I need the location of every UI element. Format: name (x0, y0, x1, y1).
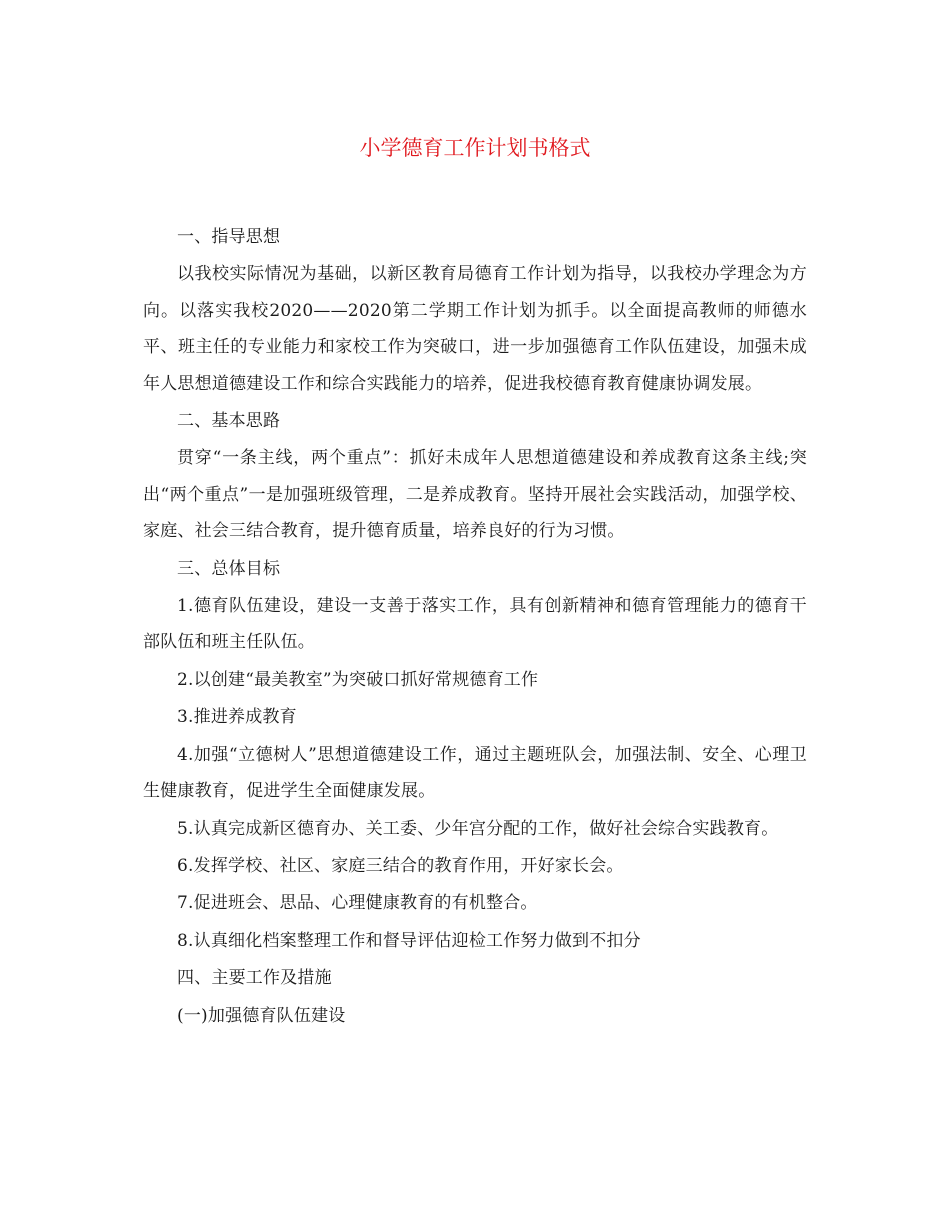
goal-item-6: 6.发挥学校、社区、家庭三结合的教育作用，开好家长会。 (177, 855, 624, 876)
heading-main-work: 四、主要工作及措施 (177, 968, 332, 989)
document-title: 小学德育工作计划书格式 (359, 136, 591, 160)
goal-item-1: 1.德育队伍建设，建设一支善于落实工作，具有创新精神和德育管理能力的德育干部队伍和班主任队伍。 (143, 596, 807, 653)
heading-overall-goals: 三、总体目标 (177, 558, 281, 579)
paragraph-guiding-ideology: 以我校实际情况为基础，以新区教育局德育工作计划为指导，以我校办学理念为方向。以落实我校2020——2020第二学期工作计划为抓手。以全面提高教师的师德水平、班主任的专业能力和家校工作为突破口，进一步加强德育工作队伍建设，加强未成年人思想道德建设工作和综合实践能力的培养，促进我校德育教育健康协调发展。 (143, 264, 807, 394)
heading-basic-approach: 二、基本思路 (177, 411, 281, 432)
goal-item-8: 8.认真细化档案整理工作和督导评估迎检工作努力做到不扣分 (177, 930, 641, 951)
goal-item-5: 5.认真完成新区德育办、关工委、少年宫分配的工作，做好社会综合实践教育。 (177, 818, 779, 839)
goal-item-3: 3.推进养成教育 (177, 707, 297, 728)
goal-item-2: 2.以创建“最美教室”为突破口抓好常规德育工作 (177, 669, 539, 690)
goal-item-4: 4.加强“立德树人”思想道德建设工作，通过主题班队会，加强法制、安全、心理卫生健康教育，促进学生全面健康发展。 (143, 744, 807, 802)
heading-guiding-ideology: 一、指导思想 (177, 227, 281, 247)
document-body (143, 219, 807, 1035)
paragraph-basic-approach: 贯穿“一条主线，两个重点”：抓好未成年人思想道德建设和养成教育这条主线;突出“两个重点”一是加强班级管理，二是养成教育。坚持开展社会实践活动，加强学校、家庭、社会三结合教育，提升德育质量，培养良好的行为习惯。 (143, 448, 807, 542)
goal-item-7: 7.促进班会、思品、心理健康教育的有机整合。 (177, 893, 538, 914)
subheading-team-building: (一)加强德育队伍建设 (177, 1005, 346, 1026)
